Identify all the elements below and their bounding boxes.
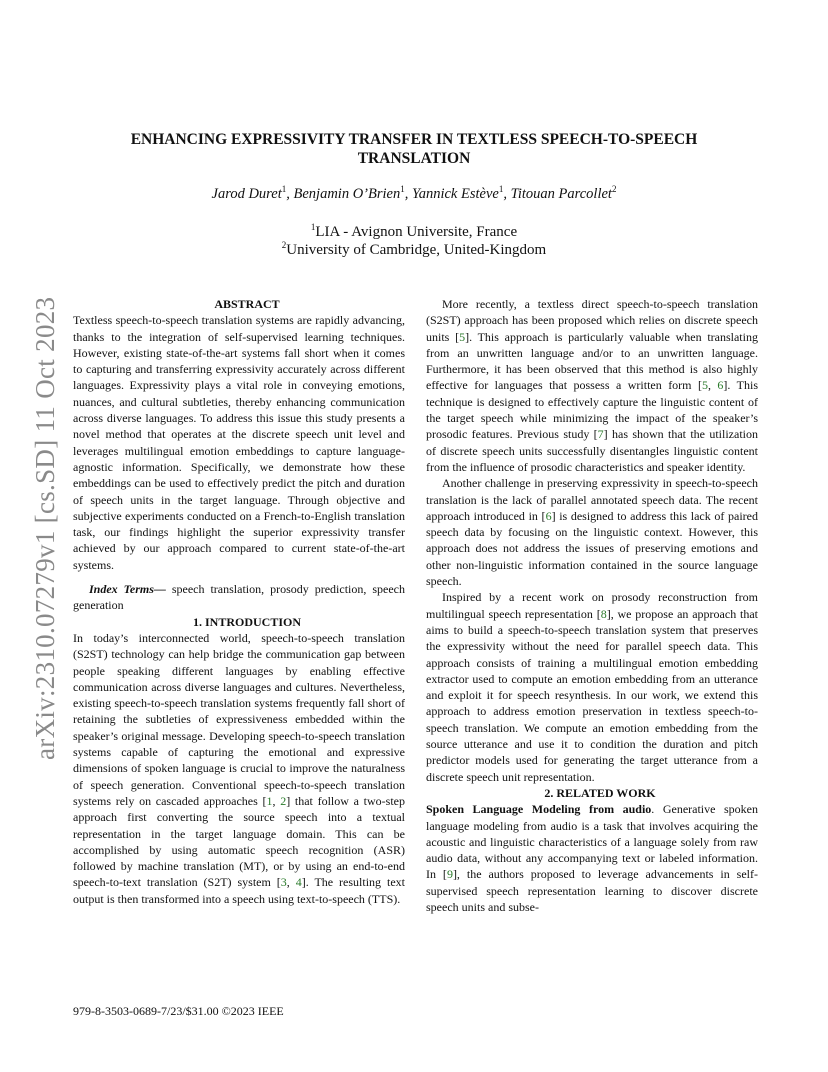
related-body: . Generative spoken language modeling from audio is a task that involves acquiring the acoustic and linguistic characteristics of a language solely from raw audio data, without any accompanying text or labeled information. In [9], the authors proposed to leverage advancements in self-supervised speech representation learning to discover discrete speech units and subse- [426, 802, 758, 914]
arxiv-id: arXiv:2310.07279v1 [cs.SD] 11 Oct 2023 [30, 296, 60, 760]
left-column [73, 296, 405, 907]
citation-link[interactable]: 6 [717, 378, 724, 393]
related-paragraph-1 [426, 801, 758, 915]
affiliation-text: University of Cambridge, United-Kingdom [286, 242, 547, 258]
affiliation-sup: 2 [281, 240, 287, 250]
intro-paragraph-3: Another challenge in preserving expressivity in speech-to-speech translation is the lack of parallel annotated speech data. The recent approach introduced in [6] is designed to address this lack of paired speech data by focusing on the linguistic context. However, this approach does not address the issues of preserving emotions and other non-linguistic information contained in the source language speech. [426, 476, 759, 589]
citation-link[interactable]: 4 [295, 875, 302, 890]
author-list: Jarod Duret$^1$, Benjamin O’Brien$^1$, Yannick Estève$^1$, Titouan Parcollet$^2$ [211, 184, 617, 202]
citation-link[interactable]: 1 [266, 793, 273, 808]
citation-link[interactable]: 6 [545, 508, 552, 523]
runin-heading: Spoken Language Modeling from audio [426, 802, 652, 817]
arxiv-stamp [22, 292, 58, 760]
intro-paragraph-4: Inspired by a recent work on prosody reconstruction from multilingual speech representation [8], we propose an approach that aims to build a speech-to-speech translation system that preserves the expressivity without the need for parallel speech data. This approach consists of training a multilingual emotion embedding extractor used to compute an emotion embedding from an utterance and exploit it for speech resynthesis. In our work, we extend this approach to address emotion preservation in textless speech-to-speech translation. We compute an emotion embedding from the source utterance and use it to condition the duration and pitch predictor models used for generating the target utterance from a discrete speech unit representation. [426, 590, 759, 784]
citation-link[interactable]: 8 [600, 606, 607, 621]
section-heading-related-work: 2. RELATED WORK [544, 785, 656, 800]
author-sup: 1 [400, 184, 405, 195]
affiliation-2 [80, 242, 748, 259]
author-sup: 2 [611, 184, 617, 195]
abstract-heading: ABSTRACT [214, 297, 280, 311]
citation-link[interactable]: 3 [280, 875, 287, 890]
affiliation-1 [80, 224, 748, 241]
right-column [426, 296, 758, 915]
author-sup: 1 [498, 184, 504, 195]
index-terms-label: Index Terms— [89, 582, 166, 597]
author-name: Benjamin O’Brien [293, 186, 401, 202]
index-terms [73, 581, 405, 614]
affiliation-sup: 1 [310, 222, 316, 232]
citation-link[interactable]: 2 [280, 793, 287, 808]
paper-title: ENHANCING EXPRESSIVITY TRANSFER IN TEXTLESS SPEECH-TO-SPEECH TRANSLATION [130, 131, 698, 167]
affiliation-text: LIA - Avignon Universite, France [315, 224, 518, 240]
author-name: Yannick Estève [411, 186, 499, 202]
citation-link[interactable]: 7 [597, 427, 604, 442]
author-sup: 1 [281, 184, 287, 195]
footer-copyright: 979-8-3503-0689-7/23/$31.00 ©2023 IEEE [73, 1004, 284, 1018]
index-terms-text: speech translation, prosody prediction, speech generation [73, 582, 405, 613]
intro-paragraph-1: In today’s interconnected world, speech-to-speech translation (S2ST) technology can help bridge the communication gap between people speaking different languages by enabling effective communication across diverse languages and cultures. Nevertheless, existing speech-to-speech translation systems frequently fall short of retaining the subtleties of expressiveness embedded within the speaker’s original message. Developing speech-to-speech translation systems capable of capturing the emotional and expressive dimensions of spoken language is crucial to improve the naturalness of speech generation. Conventional speech-to-speech translation systems rely on cascaded approaches [1, 2] that follow a two-step approach first converting the source speech into a textual representation in the target language domain. This can be accomplished by using automatic speech recognition (ASR) followed by machine translation (MT), or by using an end-to-end speech-to-text translation (S2T) system [3, 4]. The resulting text output is then transformed into a speech using text-to-speech (TTS). [73, 630, 405, 906]
author-name: Jarod Duret [211, 186, 282, 202]
citation-link[interactable]: 5 [701, 378, 708, 393]
section-heading-introduction: 1. INTRODUCTION [192, 614, 301, 629]
intro-paragraph-2: More recently, a textless direct speech-to-speech translation (S2ST) approach has been proposed which relies on discrete speech units [5]. This approach is particularly valuable when translating from an unwritten language and/or to an unwritten language. Furthermore, it has been observed that this method is also highly effective for languages that possess a written form [5, 6]. This technique is designed to effectively capture the linguistic content of the target speech while minimizing the impact of the speaker’s prosodic features. Previous study [7] has shown that the utilization of discrete speech units successfully disentangles linguistic content from the influence of prosodic characteristics and speaker identity. [426, 297, 758, 474]
citation-link[interactable]: 5 [459, 329, 466, 344]
abstract-text: Textless speech-to-speech translation systems are rapidly advancing, thanks to the integration of self-supervised learning techniques. However, existing state-of-the-art systems fall short when it comes to capturing and transferring expressivity accurately across different languages. Expressivity plays a vital role in conveying emotions, nuances, and cultural subtleties, thereby enhancing communication across diverse languages. To address this issue this study presents a novel method that operates at the discrete speech unit level and leverages multilingual emotion embeddings to capture language-agnostic information. Specifically, we demonstrate how these embeddings can be used to effectively predict the pitch and duration of speech units in the target language. Through objective and subjective experiments conducted on a French-to-English translation task, our findings highlight the superior expressivity transfer achieved by our approach compared to current state-of-the-art systems. [73, 313, 405, 572]
citation-link[interactable]: 9 [446, 867, 453, 882]
author-name: Titouan Parcollet [510, 186, 612, 202]
